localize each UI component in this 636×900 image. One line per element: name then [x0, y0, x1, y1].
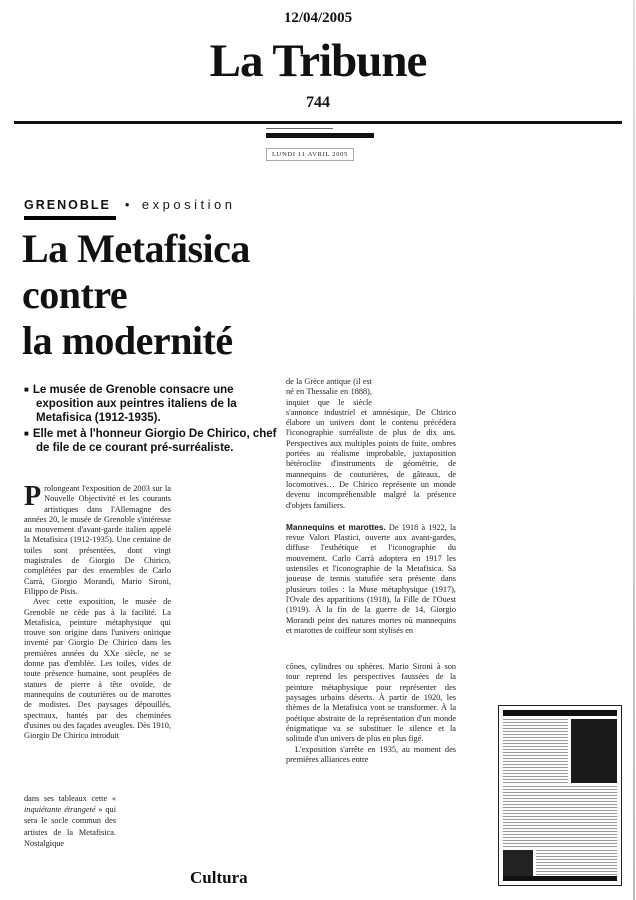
- headline-line-2: contre: [22, 272, 128, 317]
- scan-edge-artifact: [633, 0, 635, 900]
- paragraph-text: de la Grèce antique (il est né en Thessalie en 1888), inquiet que le siècle s'annonce industriel et amnésique, De Chirico élabore un univers dont le contenu précédera l'iconographie surréaliste de plus de dix ans. Perspectives aux multiples points de fuite, ombres portées au réalisme improbable, juxtaposition hétéroclite d'instruments de géométrie, de mannequins de couturières, de gâteaux, de locomotives… De Chirico représente un monde devenu incompréhensible malgré la présence d'objets familiers.: [286, 377, 456, 510]
- issue-dateline: LUNDI 11 AVRIL 2005: [266, 148, 354, 161]
- subhead-lead-in: Mannequins et marottes.: [286, 521, 386, 532]
- square-bullet-icon: ■: [24, 429, 29, 438]
- thumbnail-text-lines: [503, 719, 568, 783]
- dateline-thick-rule: [266, 133, 374, 138]
- standfirst-text: Le musée de Grenoble consacre une exposition aux peintres italiens de la Metafisica (1912-1935).: [32, 384, 237, 424]
- body-paragraph: Avec cette exposition, le musée de Grenoble ne cède pas à la facilité. La Metafisica, peinture métaphysique qui trouve son origine dans l'univers onirique inventé par Giorgio De Chirico dans les premières années du XXe siècle, ne se donne pas d'emblée. Les toiles, vides de toute présence humaine, sont peuplées de statues de pierre à tête ovoïde, de mannequins de couturières ou de marottes de modistes. Des paysages dépouillés, spectraux, hantés par des cheminées d'usines ou des façades aveugles. Dès 1910, Giorgio De Chirico introduit: [24, 597, 171, 741]
- thumbnail-row: [503, 850, 617, 876]
- kicker: [24, 196, 235, 214]
- body-column-1-lower: [24, 793, 116, 849]
- section-label: Cultura: [190, 868, 248, 887]
- kicker-separator: •: [124, 197, 133, 212]
- standfirst-item: [24, 383, 282, 425]
- thumbnail-text-lines: [503, 786, 617, 847]
- paragraph-text: De 1918 à 1922, la revue Valori Plastici, ouverte aux avant-gardes, diffuse l'esthétique et l'iconographie du mouvement. Carlo Carrà adoptera en 1917 les ustensiles et l'iconographie de la Metafisica. Sa joueuse de tennis statufiée sera présente dans plusieurs toiles : la Muse métaphysique (1917), l'Ovale des apparitions (1918), la Fille de l'Ouest (1919). À la fin de la guerre de 14, Giorgio Morandi peint des natures mortes où mannequins et marottes de coiffeur sont stylisés en: [286, 522, 456, 635]
- article-headline: [22, 226, 442, 364]
- headline-line-3: la modernité: [22, 318, 233, 363]
- kicker-topic: exposition: [141, 197, 236, 212]
- drop-cap: P: [24, 481, 42, 512]
- clipping-date: 12/04/2005: [283, 10, 353, 26]
- square-bullet-icon: ■: [24, 385, 29, 394]
- kicker-city: GRENOBLE: [24, 198, 116, 220]
- body-column-2: [286, 377, 456, 765]
- paragraph-text: » qui sera le socle commun des artistes de la Metafisica. Nostalgique: [24, 805, 117, 848]
- edition-number: 744: [306, 94, 330, 111]
- standfirst: [24, 383, 282, 457]
- thumbnail-photo: [571, 719, 617, 783]
- body-paragraph: [24, 793, 116, 849]
- thumbnail-row: [503, 719, 617, 783]
- headline-line-1: La Metafisica: [22, 226, 250, 271]
- body-paragraph: [286, 522, 456, 636]
- paragraph-text: dans ses tableaux cette «: [24, 794, 116, 803]
- thumbnail-headline-bar: [503, 710, 617, 716]
- source-page-thumbnail: [498, 705, 622, 886]
- body-paragraph: L'exposition s'arrête en 1935, au moment des premières alliances entre: [286, 744, 456, 764]
- body-column-1: [24, 481, 171, 741]
- newspaper-masthead: La Tribune: [209, 35, 427, 87]
- dateline-thin-rule: [266, 128, 333, 129]
- body-paragraph: [24, 481, 171, 597]
- thumbnail-photo-small: [503, 850, 533, 876]
- standfirst-item: [24, 427, 282, 455]
- header-rule: [14, 121, 622, 124]
- body-paragraph: cônes, cylindres ou sphères. Mario Sironi à son tour reprend les perspectives faussées de la peinture métaphysique pour représenter des paysages urbains déserts. À partir de 1920, les thèmes de la Metafisica vont se transformer. À la poétique abstraite de la représentation d'un monde énigmatique va se substituer le silence et la solitude d'un univers de plus en plus figé.: [286, 662, 456, 744]
- image-cutout: [372, 377, 456, 407]
- paragraph-text: rolongeant l'exposition de 2003 sur la Nouvelle Objectivité et les courants artistiques dans l'Allemagne des années 20, le musée de Grenoble s'intéresse au mouvement d'avant-garde italien appelé la Metafisica (1912-1935). Une centaine de toiles sont présentées, dont vingt magistrales de Giorgio De Chirico, complétées par des ensembles de Carlo Carrà, Giorgio Morandi, Mario Sironi, Filippo de Pisis.: [24, 484, 171, 596]
- dateline-stamp: [266, 128, 374, 161]
- thumbnail-text-lines: [536, 850, 617, 876]
- standfirst-text: Elle met à l'honneur Giorgio De Chirico, chef de file de ce courant pré-surréaliste.: [32, 428, 277, 454]
- body-paragraph: [286, 377, 456, 511]
- italic-phrase: inquiétante étrangeté: [24, 805, 96, 815]
- thumbnail-footer-bar: [503, 876, 617, 881]
